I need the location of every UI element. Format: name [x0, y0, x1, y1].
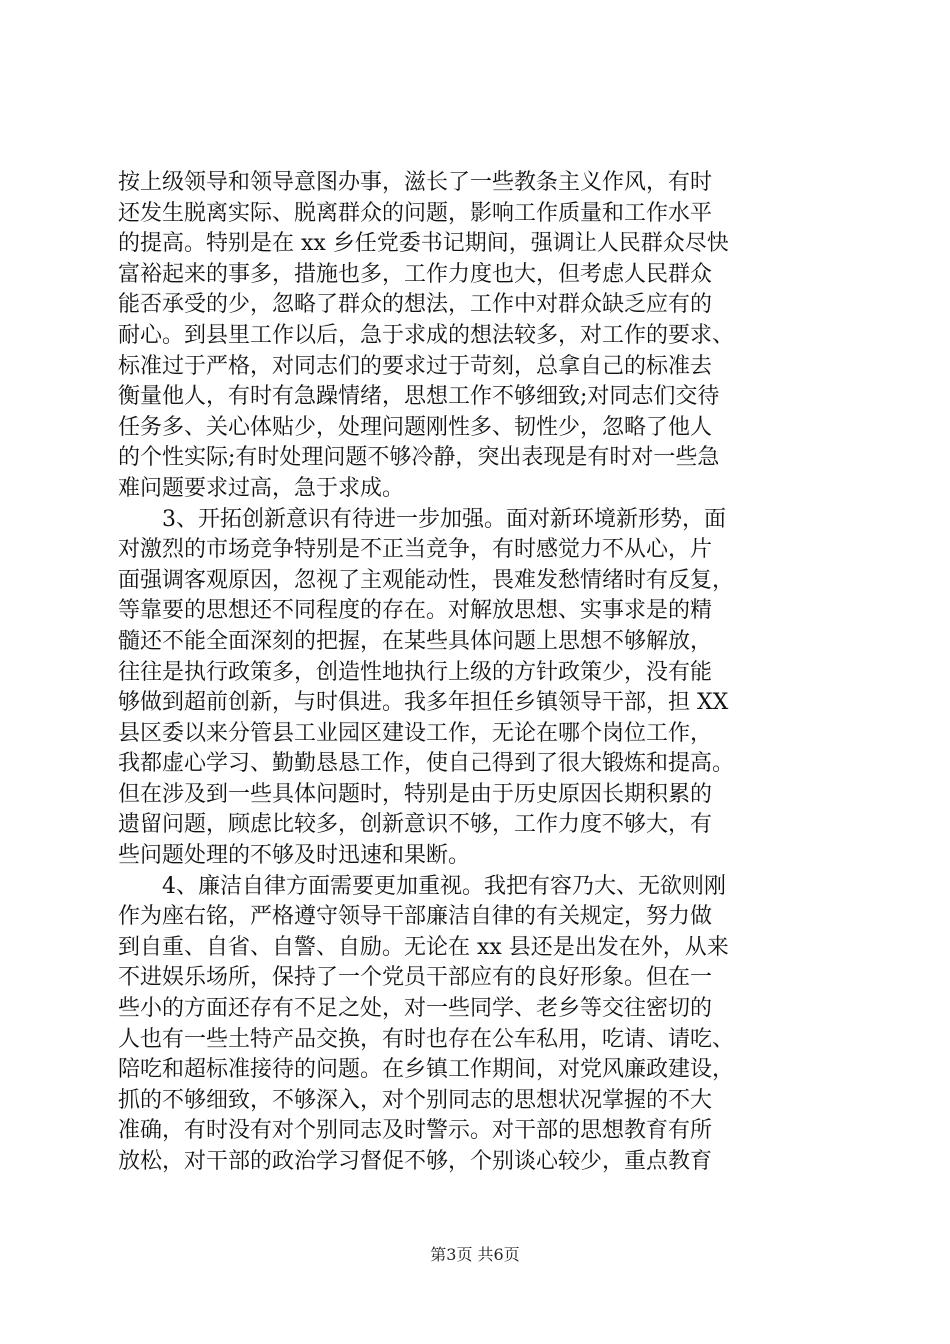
text-line: 标准过于严格，对同志们的要求过于苛刻，总拿自己的标准去 [118, 353, 713, 379]
text-line: 面强调客观原因，忽视了主观能动性，畏难发愁情绪时有反复， [118, 567, 735, 593]
text-line: 任务多、关心体贴少，处理问题刚性多、韧性少，忽略了他人 [118, 414, 713, 440]
text-line: 到自重、自省、自警、自励。无论在 xx 县还是出发在外，从来 [118, 934, 729, 960]
text-line: 衡量他人，有时有急躁情绪，思想工作不够细致;对同志们交待 [118, 384, 720, 410]
text-line: 作为座右铭，严格遵守领导干部廉洁自律的有关规定，努力做 [118, 904, 713, 930]
text-line: 的个性实际;有时处理问题不够冷静，突出表现是有时对一些急 [118, 445, 720, 471]
text-line: 难问题要求过高，急于求成。 [118, 475, 405, 501]
text-line: 准确，有时没有对个别同志及时警示。对干部的思想教育有所 [118, 1118, 713, 1144]
text-line: 我都虚心学习、勤勤恳恳工作，使自己得到了很大锻炼和提高。 [118, 751, 735, 777]
text-line: 按上级领导和领导意图办事，滋长了一些教条主义作风，有时 [118, 170, 713, 195]
text-line: 些小的方面还存有不足之处，对一些同学、老乡等交往密切的 [118, 996, 713, 1022]
text-line: 但在涉及到一些具体问题时，特别是由于历史原因长期积累的 [118, 781, 713, 807]
text-line: 3、开拓创新意识有待进一步加强。面对新环境新形势，面 [162, 506, 726, 532]
text-line: 等靠要的思想还不同程度的存在。对解放思想、实事求是的精 [118, 598, 713, 624]
text-line: 遗留问题，顾虑比较多，创新意识不够，工作力度不够大，有 [118, 812, 713, 838]
text-line: 县区委以来分管县工业园区建设工作，无论在哪个岗位工作， [118, 720, 713, 746]
text-line: 不进娱乐场所，保持了一个党员干部应有的良好形象。但在一 [118, 965, 713, 991]
document-body [118, 168, 834, 1178]
text-line: 够做到超前创新，与时俱进。我多年担任乡镇领导干部，担 XX [118, 690, 729, 716]
text-line: 些问题处理的不够及时迅速和果断。 [118, 843, 471, 869]
text-line: 抓的不够细致，不够深入，对个别同志的思想状况掌握的不大 [118, 1087, 713, 1113]
text-line: 人也有一些土特产品交换，有时也存在公车私用，吃请、请吃、 [118, 1026, 735, 1052]
text-line: 放松，对干部的政治学习督促不够，个别谈心较少，重点教育 [118, 1149, 713, 1174]
text-line: 的提高。特别是在 xx 乡任党委书记期间，强调让人民群众尽快 [118, 231, 729, 257]
text-line: 耐心。到县里工作以后，急于求成的想法较多，对工作的要求、 [118, 322, 735, 348]
text-line: 还发生脱离实际、脱离群众的问题，影响工作质量和工作水平 [118, 200, 713, 226]
text-line: 对激烈的市场竞争特别是不正当竞争，有时感觉力不从心，片 [118, 537, 713, 563]
text-line: 往往是执行政策多，创造性地执行上级的方针政策少，没有能 [118, 659, 713, 685]
text-line: 髓还不能全面深刻的把握，在某些具体问题上思想不够解放， [118, 628, 713, 654]
page-footer: 第3页 共6页 [430, 1245, 520, 1264]
text-line: 富裕起来的事多，措施也多，工作力度也大，但考虑人民群众 [118, 261, 713, 287]
text-line: 4、廉洁自律方面需要更加重视。我把有容乃大、无欲则刚 [162, 873, 726, 899]
text-line: 能否承受的少，忽略了群众的想法，工作中对群众缺乏应有的 [118, 292, 713, 318]
text-line: 陪吃和超标准接待的问题。在乡镇工作期间，对党风廉政建设， [118, 1057, 735, 1083]
